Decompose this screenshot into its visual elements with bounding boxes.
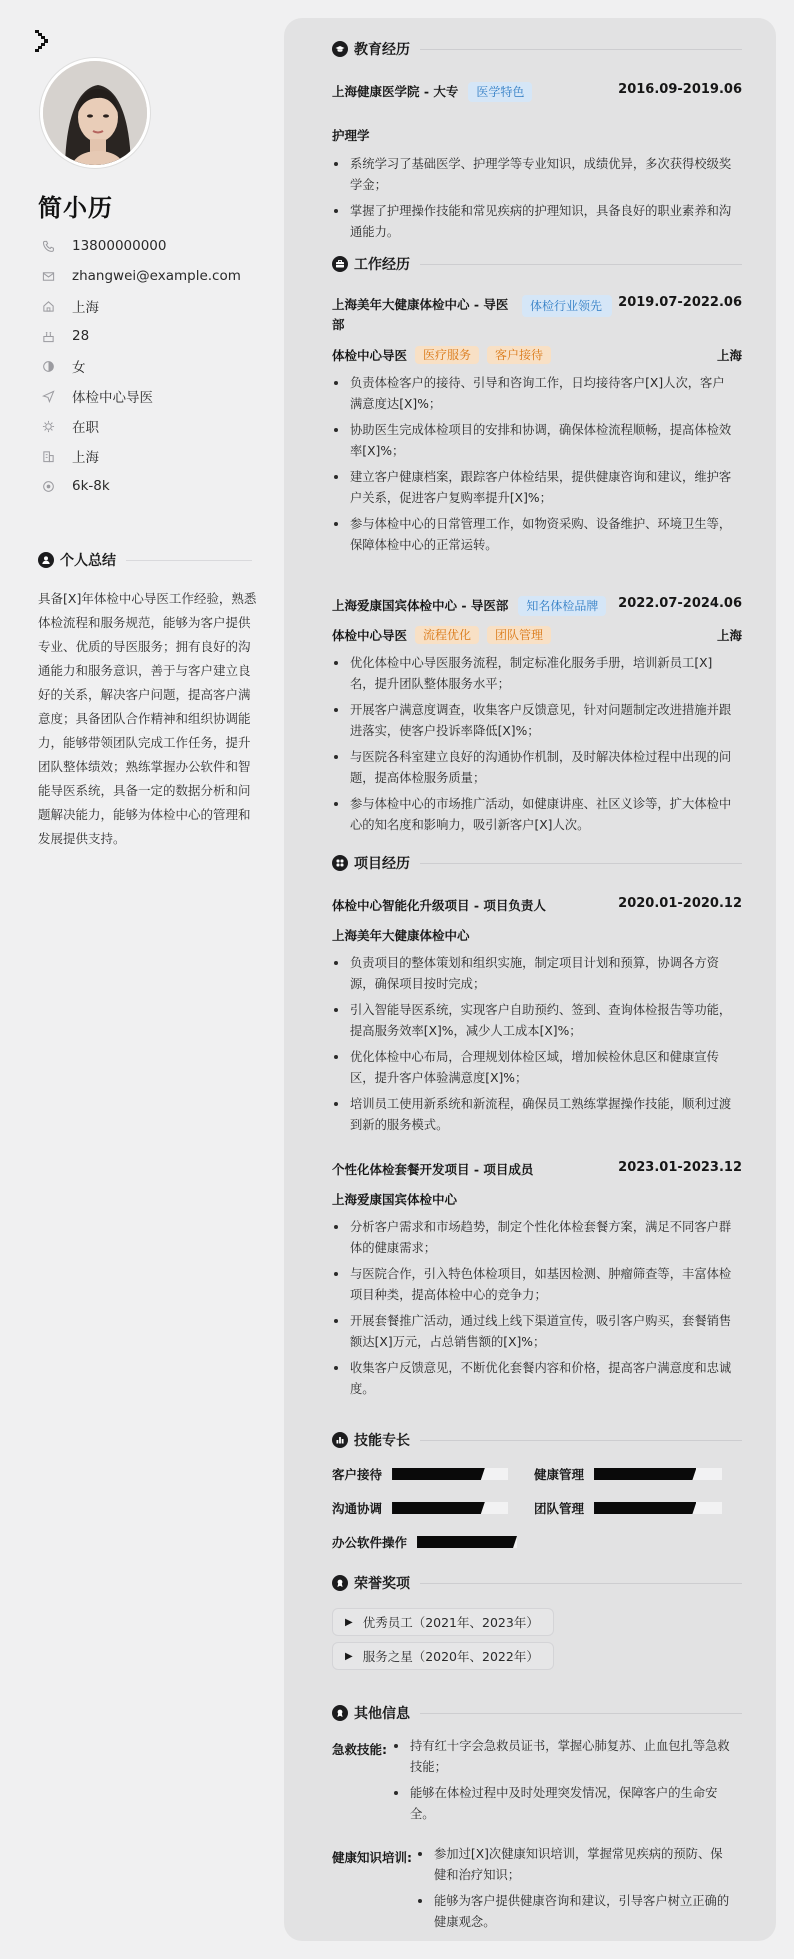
honors-title: 荣誉奖项 — [354, 1576, 410, 1592]
list-item: 持有红十字会急救员证书，掌握心肺复苏、止血包扎等急救技能； — [392, 1736, 732, 1777]
info-location — [38, 291, 241, 321]
candidate-name: 简小历 — [38, 194, 113, 222]
skill-item — [332, 1465, 508, 1483]
company-name: 上海爱康国宾体检中心 - 导医部 — [332, 598, 509, 613]
sidebar — [0, 0, 284, 1959]
list-item: 建立客户健康档案，跟踪客户体检结果，提供健康咨询和建议，维护客户关系，促进客户复购率提升[X]%； — [332, 467, 732, 508]
job-city: 上海 — [716, 628, 742, 643]
info-phone — [38, 231, 241, 261]
summary-heading — [38, 550, 252, 570]
divider — [420, 49, 742, 50]
project-org-text: 上海爱康国宾体检中心 — [332, 1192, 458, 1207]
honor-text: 服务之星（2020年、2022年） — [362, 1649, 539, 1664]
project-header — [332, 1160, 742, 1178]
list-item: 优化体检中心布局，合理规划体检区域，增加候检休息区和健康宣传区，提升客户体验满意度[X]%； — [332, 1047, 732, 1088]
skill-tag: 医疗服务 — [415, 346, 479, 364]
work-title: 工作经历 — [354, 257, 410, 273]
skill-bar — [392, 1468, 508, 1480]
divider — [420, 863, 742, 864]
other-label: 健康知识培训: — [332, 1850, 412, 1865]
job-header — [332, 596, 742, 616]
job-role-row — [332, 346, 742, 364]
play-icon: ▶ — [345, 1650, 353, 1662]
skill-bar — [594, 1468, 722, 1480]
list-item: 参与体检中心的日常管理工作，如物资采购、设备维护、环境卫生等，保障体检中心的正常运转。 — [332, 514, 732, 555]
skill-bar — [392, 1502, 508, 1514]
skill-tag: 流程优化 — [415, 626, 479, 644]
list-item: 负责项目的整体策划和组织实施，制定项目计划和预算，协调各方资源，确保项目按时完成； — [332, 953, 732, 994]
age-icon — [38, 329, 58, 343]
education-date: 2016.09-2019.06 — [618, 82, 742, 97]
send-icon — [38, 389, 58, 403]
job-date: 2022.07-2024.06 — [618, 596, 742, 611]
project-header — [332, 896, 742, 914]
skill-name: 团队管理 — [534, 1501, 585, 1516]
status-icon — [38, 419, 58, 433]
info-age — [38, 321, 241, 351]
summary-text: 具备[X]年体检中心导医工作经验，熟悉体检流程和服务规范，能够为客户提供专业、优质的导医服务；拥有良好的沟通能力和服务意识，善于与客户建立良好的关系，解决客户问题，提高客户满意度；具备团队合作精神和组织协调能力，能够带领团队完成工作任务，提升团队整体绩效；熟练掌握办公软件和智能导医系统，具备一定的数据分析和问题解决能力，能够为体检中心的管理和发展提供支持。 — [38, 591, 257, 846]
contact-info-list — [38, 231, 241, 501]
list-item: 收集客户反馈意见，不断优化套餐内容和价格，提高客户满意度和忠诚度。 — [332, 1358, 732, 1399]
list-item: 系统学习了基础医学、护理学等专业知识，成绩优异，多次获得校级奖学金； — [332, 154, 732, 195]
list-item: 能够为客户提供健康咨询和建议，引导客户树立正确的健康观念。 — [416, 1891, 732, 1932]
skill-bar-fill — [392, 1468, 485, 1480]
company-tag: 知名体检品牌 — [518, 596, 606, 616]
project-org — [332, 926, 742, 944]
job-city: 上海 — [716, 348, 742, 363]
position-text: 体检中心导医 — [72, 390, 153, 406]
play-icon: ▶ — [345, 1616, 353, 1628]
status-text: 在职 — [72, 420, 99, 436]
honor-item[interactable] — [332, 1608, 554, 1636]
school-tag: 医学特色 — [468, 82, 532, 102]
list-item: 引入智能导医系统，实现客户自助预约、签到、查询体检报告等功能，提高服务效率[X]%，减少人工成本[X]%； — [332, 1000, 732, 1041]
skill-name: 办公软件操作 — [332, 1535, 408, 1550]
list-item: 开展客户满意度调查，收集客户反馈意见，针对问题制定改进措施并跟进落实，使客户投诉率降低[X]%； — [332, 700, 732, 741]
list-item: 协助医生完成体检项目的安排和协调，确保体检流程顺畅，提高体检效率[X]%； — [332, 420, 732, 461]
divider — [126, 560, 252, 561]
other-label: 急救技能: — [332, 1742, 387, 1757]
location-text: 上海 — [72, 300, 99, 316]
divider — [420, 1713, 742, 1714]
skills-heading — [332, 1429, 742, 1451]
list-item: 掌握了护理操作技能和常见疾病的护理知识，具备良好的职业素养和沟通能力。 — [332, 201, 732, 242]
salary-icon — [38, 479, 58, 493]
briefcase-icon — [332, 256, 348, 272]
project-date: 2020.01-2020.12 — [618, 896, 742, 911]
company-tag: 体检行业领先 — [522, 295, 612, 317]
projects-section — [332, 852, 742, 1412]
project-bullets — [332, 1217, 732, 1405]
skill-bar — [594, 1502, 722, 1514]
other-heading — [332, 1702, 742, 1724]
main-panel — [284, 18, 776, 1941]
project-date: 2023.01-2023.12 — [618, 1160, 742, 1175]
graduation-cap-icon — [332, 41, 348, 57]
work-heading — [332, 253, 742, 275]
skill-bar-fill — [594, 1468, 696, 1480]
job-role-row — [332, 626, 742, 644]
phone-text: 13800000000 — [72, 238, 167, 254]
skill-name: 客户接待 — [332, 1467, 383, 1482]
honor-item[interactable] — [332, 1642, 554, 1670]
list-item: 与医院各科室建立良好的沟通协作机制，及时解决体检过程中出现的问题，提高体检服务质量； — [332, 747, 732, 788]
list-item: 优化体检中心导医服务流程，制定标准化服务手册，培训新员工[X]名，提升团队整体服务水平； — [332, 653, 732, 694]
info-email — [38, 261, 241, 291]
work-section — [332, 253, 742, 853]
grid-icon — [332, 855, 348, 871]
list-item: 参与体检中心的市场推广活动，如健康讲座、社区义诊等，扩大体检中心的知名度和影响力，吸引新客户[X]人次。 — [332, 794, 732, 835]
skill-tag: 团队管理 — [487, 626, 551, 644]
salary-text: 6k-8k — [72, 478, 110, 494]
info-gender — [38, 351, 241, 381]
education-header — [332, 82, 742, 102]
honors-heading — [332, 1572, 742, 1594]
projects-heading — [332, 852, 742, 874]
skill-bar-fill — [417, 1536, 517, 1548]
honor-text: 优秀员工（2021年、2023年） — [362, 1615, 539, 1630]
building-icon — [38, 449, 58, 463]
job-header — [332, 295, 742, 335]
project-bullets — [332, 953, 732, 1141]
list-item: 分析客户需求和市场趋势，制定个性化体检套餐方案，满足不同客户群体的健康需求； — [332, 1217, 732, 1258]
phone-icon — [38, 239, 58, 253]
skills-section — [332, 1429, 742, 1579]
skill-item — [332, 1499, 508, 1517]
info-position — [38, 381, 241, 411]
job-bullets — [332, 373, 732, 561]
other-title: 其他信息 — [354, 1706, 410, 1722]
skills-title: 技能专长 — [354, 1433, 410, 1449]
job-date: 2019.07-2022.06 — [618, 295, 742, 310]
list-item: 与医院合作，引入特色体检项目，如基因检测、肿瘤筛查等，丰富体检项目种类，提高体检中心的竞争力； — [332, 1264, 732, 1305]
list-item: 培训员工使用新系统和新流程，确保员工熟练掌握操作技能，顺利过渡到新的服务模式。 — [332, 1094, 732, 1135]
skill-item — [534, 1465, 722, 1483]
skill-bar-fill — [392, 1502, 485, 1514]
major-text: 护理学 — [332, 128, 370, 143]
email-text: zhangwei@example.com — [72, 268, 241, 284]
job-bullets — [332, 653, 732, 841]
job-role: 体检中心导医 — [332, 348, 408, 363]
age-text: 28 — [72, 328, 90, 344]
summary-title: 个人总结 — [60, 553, 116, 569]
other-bullets — [416, 1844, 732, 1938]
info-salary — [38, 471, 241, 501]
list-item: 负责体检客户的接待、引导和咨询工作，日均接待客户[X]人次，客户满意度达[X]%； — [332, 373, 732, 414]
skill-name: 健康管理 — [534, 1467, 585, 1482]
skill-bar — [417, 1536, 517, 1548]
divider — [420, 1440, 742, 1441]
project-name: 个性化体检套餐开发项目 - 项目成员 — [332, 1162, 534, 1177]
major — [332, 126, 742, 144]
logo-icon — [33, 28, 53, 58]
education-bullets — [332, 154, 732, 248]
list-item: 能够在体检过程中及时处理突发情况，保障客户的生命安全。 — [392, 1783, 732, 1824]
divider — [420, 1583, 742, 1584]
divider — [420, 264, 742, 265]
other-section — [332, 1702, 742, 1932]
city-text: 上海 — [72, 450, 99, 466]
education-section — [332, 38, 742, 238]
skill-bar-fill — [594, 1502, 696, 1514]
projects-title: 项目经历 — [354, 856, 410, 872]
list-item: 参加过[X]次健康知识培训，掌握常见疾病的预防、保健和治疗知识； — [416, 1844, 732, 1885]
job-role: 体检中心导医 — [332, 628, 408, 643]
education-heading — [332, 38, 742, 60]
info-icon — [332, 1705, 348, 1721]
home-icon — [38, 299, 58, 313]
company-name: 上海美年大健康体检中心 - 导医部 — [332, 297, 509, 332]
mail-icon — [38, 269, 58, 283]
other-bullets — [392, 1736, 732, 1830]
skill-tag: 客户接待 — [487, 346, 551, 364]
avatar-portrait — [43, 61, 150, 168]
avatar — [40, 58, 150, 168]
honors-section — [332, 1572, 742, 1692]
award-icon — [332, 1575, 348, 1591]
project-name: 体检中心智能化升级项目 - 项目负责人 — [332, 898, 546, 913]
user-icon — [38, 552, 54, 568]
skill-name: 沟通协调 — [332, 1501, 383, 1516]
skill-item — [332, 1533, 517, 1551]
info-status — [38, 411, 241, 441]
project-org-text: 上海美年大健康体检中心 — [332, 928, 470, 943]
info-city — [38, 441, 241, 471]
skill-item — [534, 1499, 722, 1517]
school-name: 上海健康医学院 - 大专 — [332, 84, 459, 99]
gender-text: 女 — [72, 360, 86, 376]
project-org — [332, 1190, 742, 1208]
gender-icon — [38, 359, 58, 373]
education-title: 教育经历 — [354, 42, 410, 58]
bar-chart-icon — [332, 1432, 348, 1448]
list-item: 开展套餐推广活动，通过线上线下渠道宣传，吸引客户购买，套餐销售额达[X]万元，占总销售额的[X]%； — [332, 1311, 732, 1352]
